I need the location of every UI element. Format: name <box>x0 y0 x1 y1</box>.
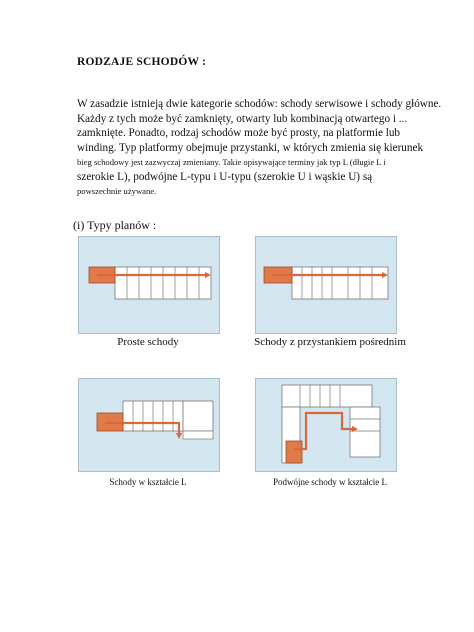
figure-caption: Schody w kształcie L <box>109 477 187 487</box>
landing-stairs-plan <box>256 237 396 333</box>
figure-caption: Proste schody <box>117 336 179 348</box>
paragraph-line: szerokie L), podwójne L-typu i U-typu (szerokie U i wąskie U) są <box>77 170 373 183</box>
double-l-stairs-plan <box>256 379 396 471</box>
paragraph-line: powszechnie używane. <box>77 186 157 196</box>
figure-caption: Podwójne schody w kształcie L <box>273 477 387 487</box>
figure-landing-stairs <box>255 236 397 334</box>
paragraph-line: winding. Typ platformy obejmuje przystanki, w których zmienia się kierunek <box>77 141 424 154</box>
paragraph-line: bieg schodowy jest zazwyczaj zmieniany. Takie opisywające terminy jak typ L (długie L i <box>77 157 386 167</box>
paragraph-line: W zasadzie istnieją dwie kategorie schodów: schody serwisowe i schody główne. <box>77 98 442 110</box>
straight-stairs-plan <box>79 237 219 333</box>
section-heading: (i) Typy planów : <box>73 218 157 232</box>
figure-l-stairs <box>78 378 220 472</box>
figure-double-l-stairs <box>255 378 397 472</box>
document-title: RODZAJE SCHODÓW : <box>77 56 207 68</box>
figure-caption: Schody z przystankiem pośrednim <box>254 336 406 348</box>
paragraph-line: zamknięte. Ponadto, rodzaj schodów może być prosty, na platformie lub <box>77 127 400 139</box>
figure-straight-stairs <box>78 236 220 334</box>
paragraph-line: Każdy z tych może być zamknięty, otwarty lub kombinacją otwartego i ... <box>77 112 408 125</box>
intro-paragraph <box>77 97 447 199</box>
l-stairs-plan <box>79 379 219 471</box>
